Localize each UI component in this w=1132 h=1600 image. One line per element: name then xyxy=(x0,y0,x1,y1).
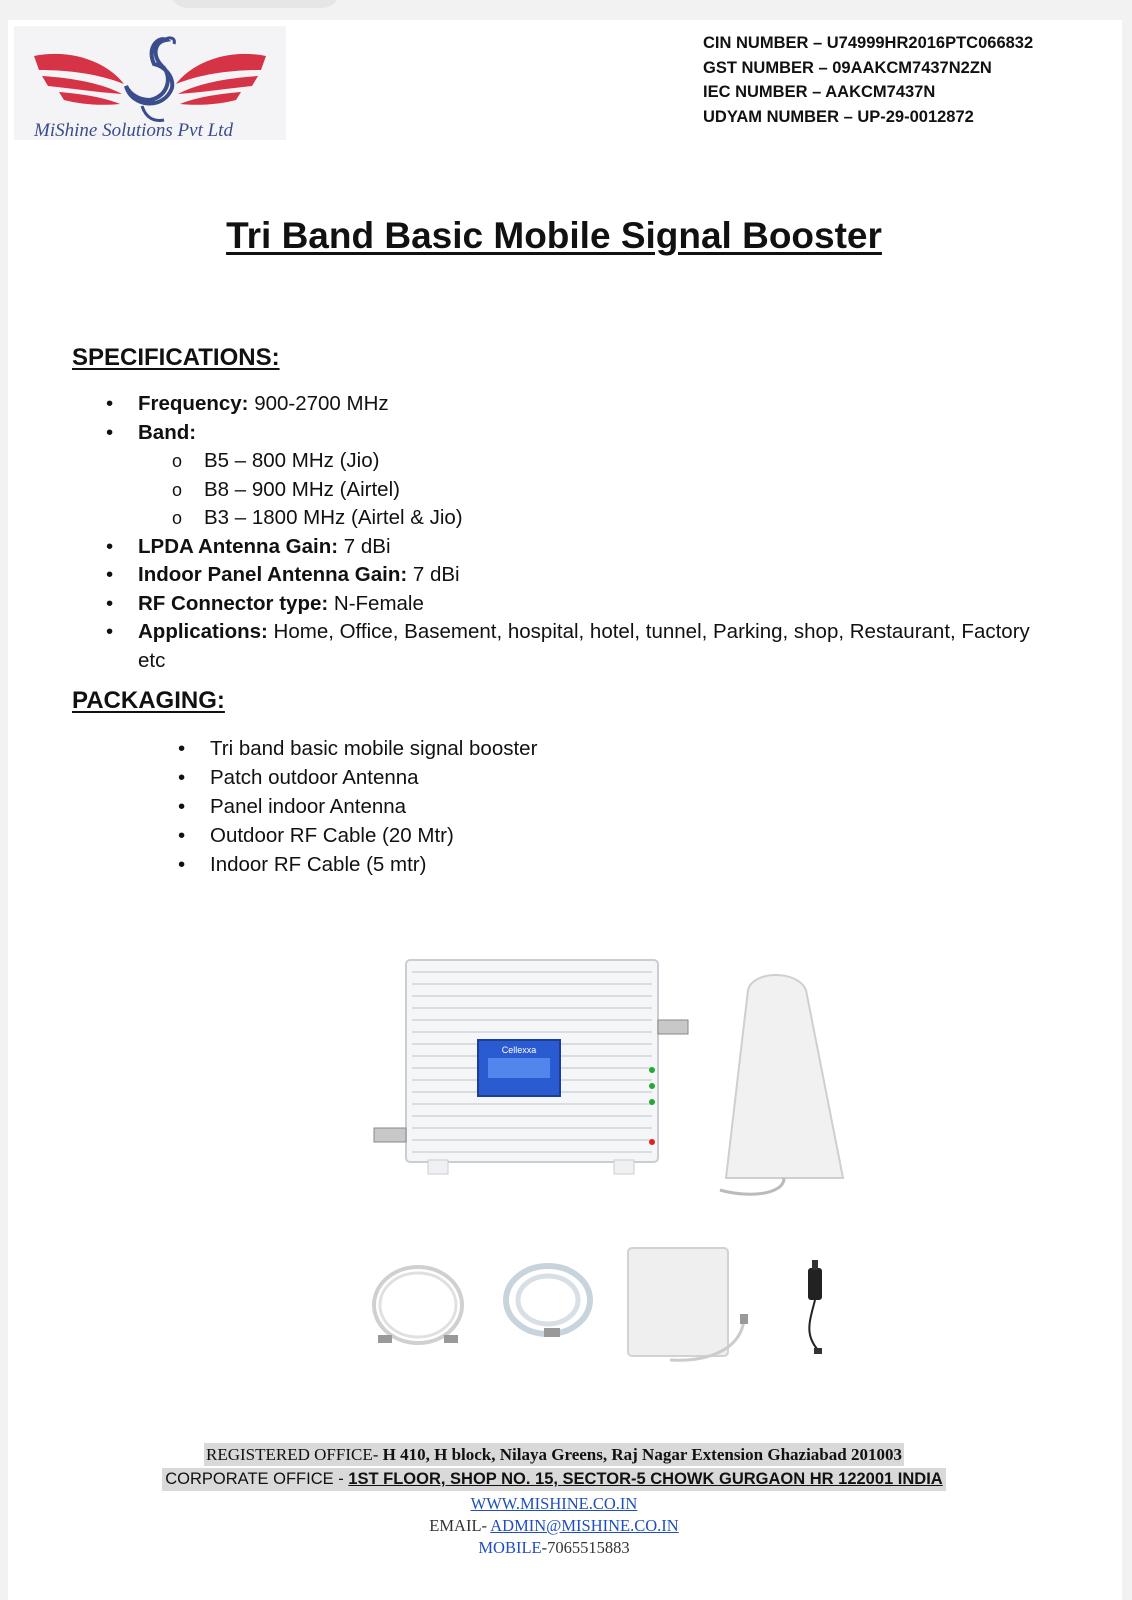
packaging-item: • Patch outdoor Antenna xyxy=(210,763,537,792)
top-edge-shadow xyxy=(170,0,340,8)
spec-lpda-gain: • LPDA Antenna Gain: 7 dBi xyxy=(138,533,1058,562)
product-kit-image xyxy=(348,930,868,1370)
spec-indoor-gain: • Indoor Panel Antenna Gain: 7 dBi xyxy=(138,561,1058,590)
website-link[interactable]: WWW.MISHINE.CO.IN xyxy=(470,1494,638,1513)
band-item: o B3 – 1800 MHz (Airtel & Jio) xyxy=(204,504,1058,533)
logo-company-name: MiShine Solutions Pvt Ltd xyxy=(34,120,233,141)
gst-number: GST NUMBER – 09AAKCM7437N2ZN xyxy=(703,58,992,77)
document-title: Tri Band Basic Mobile Signal Booster xyxy=(226,215,882,256)
packaging-heading: PACKAGING: xyxy=(72,687,225,714)
packaging-item: • Indoor RF Cable (5 mtr) xyxy=(210,850,537,879)
packaging-item: • Panel indoor Antenna xyxy=(210,792,537,821)
email-line: EMAIL- ADMIN@MISHINE.CO.IN xyxy=(429,1516,679,1535)
packaging-item: • Tri band basic mobile signal booster xyxy=(210,734,537,763)
udyam-number: UDYAM NUMBER – UP-29-0012872 xyxy=(703,107,974,126)
panel-indoor-antenna xyxy=(628,1248,748,1360)
outdoor-cable xyxy=(374,1267,462,1343)
company-logo xyxy=(14,26,286,140)
band-item: o B8 – 900 MHz (Airtel) xyxy=(204,476,1058,505)
mobile-line: MOBILE-7065515883 xyxy=(478,1538,630,1557)
specifications-list xyxy=(138,390,1058,675)
spec-band: • Band: o B5 – 800 MHz (Jio) o B8 – 900 MHz (Airtel) o B3 – 1800 MHz (Airtel & Jio) xyxy=(138,419,1058,533)
packaging-list xyxy=(210,734,537,879)
booster-unit xyxy=(374,960,688,1174)
document-footer xyxy=(8,1443,1100,1559)
registration-numbers xyxy=(703,31,1033,129)
band-item: o B5 – 800 MHz (Jio) xyxy=(204,447,1058,476)
spec-frequency: • Frequency: 900-2700 MHz xyxy=(138,390,1058,419)
specifications-heading: SPECIFICATIONS: xyxy=(72,344,280,371)
indoor-cable xyxy=(506,1266,590,1337)
cin-number: CIN NUMBER – U74999HR2016PTC066832 xyxy=(703,34,1034,52)
registered-office: REGISTERED OFFICE- H 410, H block, Nilaya Greens, Raj Nagar Extension Ghaziabad 201003 xyxy=(206,1445,902,1464)
device-brand-label: Cellexxa xyxy=(501,1045,537,1055)
power-adapter xyxy=(808,1260,822,1354)
packaging-item: • Outdoor RF Cable (20 Mtr) xyxy=(210,821,537,850)
phoenix-wings-icon xyxy=(14,26,286,126)
document-page xyxy=(8,20,1122,1600)
spec-applications: • Applications: Home, Office, Basement, hospital, hotel, tunnel, Parking, shop, Restaurant, Factory etc xyxy=(138,618,1058,675)
lpda-antenna xyxy=(720,975,843,1194)
email-link[interactable]: ADMIN@MISHINE.CO.IN xyxy=(490,1516,679,1535)
corporate-office: CORPORATE OFFICE - 1ST FLOOR, SHOP NO. 15, SECTOR-5 CHOWK GURGAON HR 122001 INDIA xyxy=(162,1468,945,1491)
spec-rf-connector: • RF Connector type: N-Female xyxy=(138,590,1058,619)
band-list xyxy=(138,447,1058,533)
iec-number: IEC NUMBER – AAKCM7437N xyxy=(703,83,936,101)
